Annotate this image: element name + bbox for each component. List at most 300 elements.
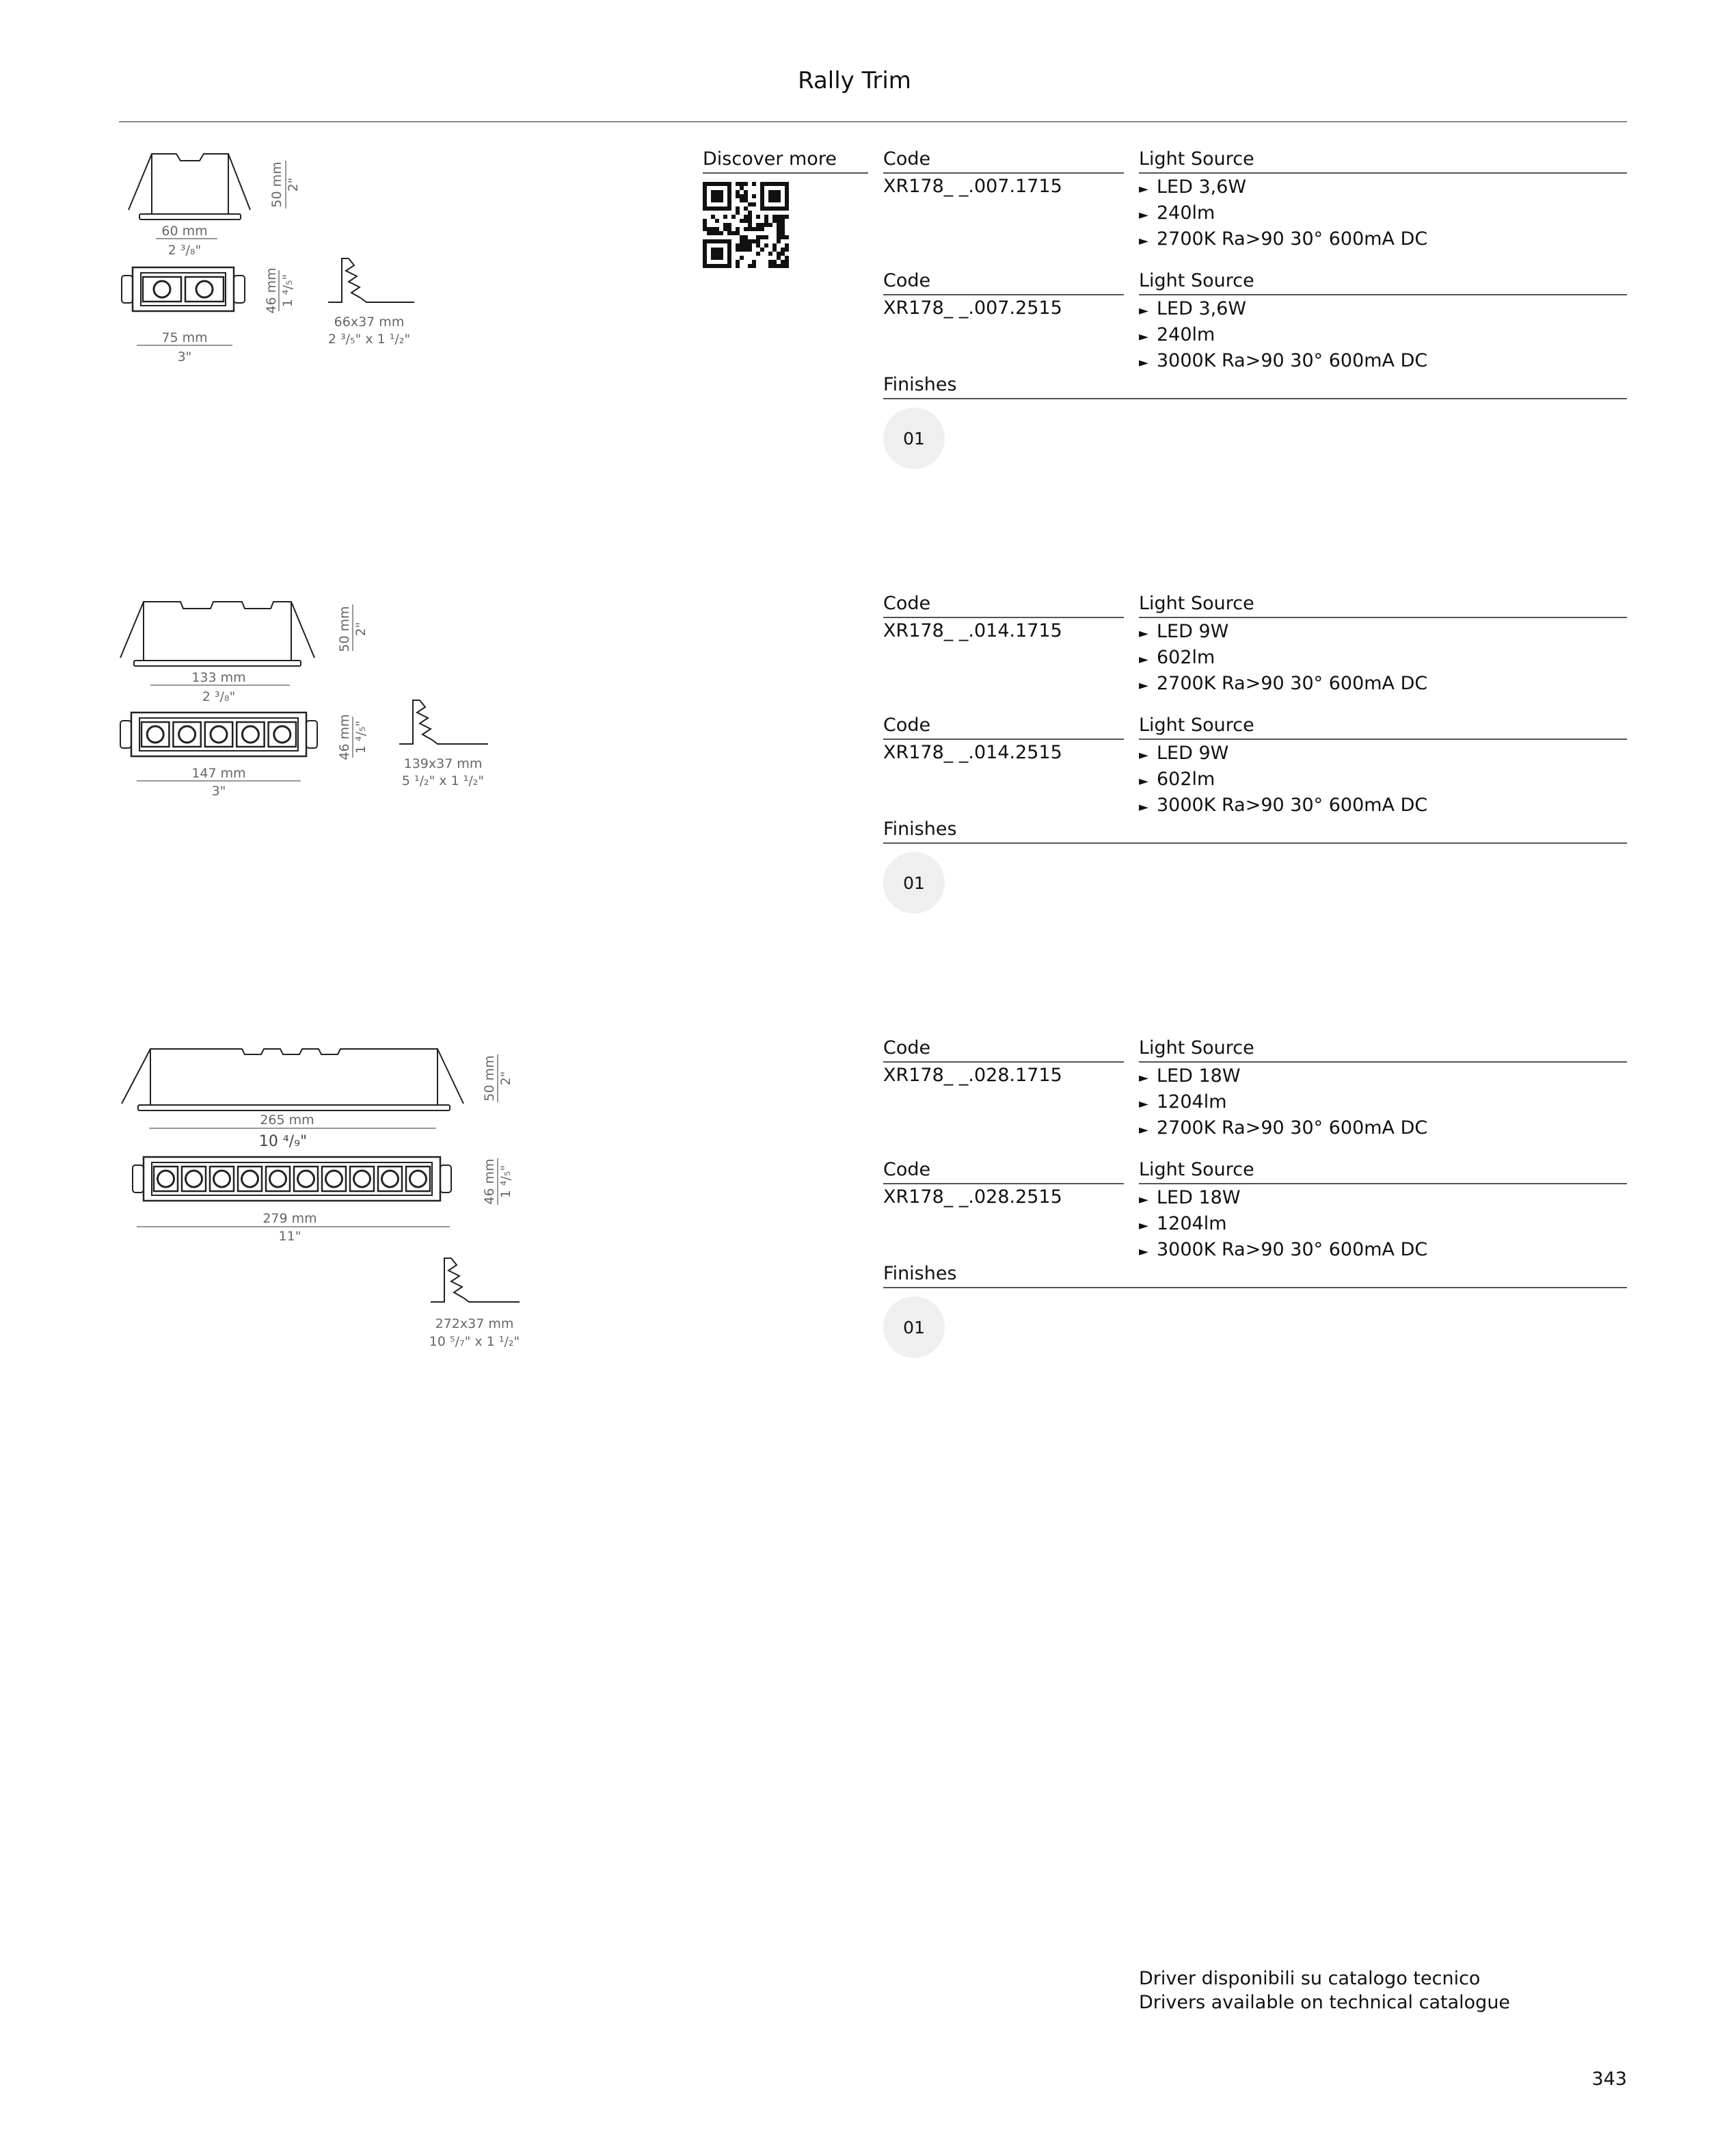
qr-module <box>772 207 777 211</box>
qr-module <box>731 231 736 235</box>
qr-module <box>756 227 760 231</box>
qr-module <box>785 256 789 260</box>
bullet-triangle-icon: ► <box>1139 208 1148 222</box>
cutout-mm: 272x37 mm <box>435 1316 514 1331</box>
qr-module <box>764 235 768 239</box>
qr-module <box>703 190 707 194</box>
code-header: Code <box>883 592 1124 618</box>
qr-module <box>727 202 731 207</box>
qr-module <box>785 190 789 194</box>
finishes-header: Finishes <box>883 373 1627 399</box>
qr-module <box>760 202 764 207</box>
qr-module <box>711 231 715 235</box>
front-width-in: 3" <box>177 349 192 364</box>
top-width-in: 10 ⁴/₉" <box>258 1133 308 1150</box>
qr-module <box>760 235 764 239</box>
discover-more-header: Discover more <box>703 148 868 174</box>
qr-module <box>785 264 789 268</box>
light-source-header: Light Source <box>1139 1037 1627 1063</box>
light-spec: ► 2700K Ra>90 30° 600mA DC <box>1139 1116 1427 1142</box>
qr-module <box>731 215 736 219</box>
qr-module <box>748 243 752 248</box>
qr-module <box>736 211 740 215</box>
qr-module <box>756 215 760 219</box>
qr-module <box>777 231 781 235</box>
bullet-triangle-icon: ► <box>1139 748 1148 762</box>
bullet-triangle-icon: ► <box>1139 234 1148 248</box>
qr-module <box>772 198 777 202</box>
qr-module <box>703 194 707 198</box>
qr-module <box>715 252 719 256</box>
bullet-triangle-icon: ► <box>1139 774 1148 788</box>
qr-module <box>727 252 731 256</box>
code-header: Code <box>883 269 1124 295</box>
qr-module <box>707 231 711 235</box>
product-3-side-view <box>116 1041 540 1157</box>
light-spec: ► 3000K Ra>90 30° 600mA DC <box>1139 349 1427 375</box>
qr-module <box>760 186 764 190</box>
qr-module <box>703 219 707 223</box>
qr-module <box>764 223 768 227</box>
qr-code[interactable] <box>703 182 789 268</box>
finish-swatch[interactable]: 01 <box>883 852 945 914</box>
qr-module <box>768 194 772 198</box>
qr-module <box>715 198 719 202</box>
qr-module <box>715 264 719 268</box>
qr-module <box>781 207 785 211</box>
qr-module <box>785 198 789 202</box>
bullet-triangle-icon: ► <box>1139 1071 1148 1085</box>
front-width-in: 11" <box>278 1229 301 1244</box>
bullet-triangle-icon: ► <box>1139 1097 1148 1111</box>
bullet-triangle-icon: ► <box>1139 1123 1148 1137</box>
qr-module <box>736 194 740 198</box>
led-lens <box>242 726 258 743</box>
qr-module <box>752 227 756 231</box>
qr-module <box>703 227 707 231</box>
height-in: 2" <box>286 177 301 192</box>
qr-module <box>777 227 781 231</box>
cutout-in: 10 ⁵/₇" x 1 ¹/₂" <box>429 1334 520 1349</box>
led-lens <box>270 1171 286 1187</box>
qr-module <box>777 190 781 194</box>
qr-module <box>723 215 727 219</box>
qr-module <box>777 207 781 211</box>
qr-module <box>781 235 785 239</box>
qr-module <box>703 260 707 264</box>
qr-module <box>727 182 731 186</box>
depth-in: 1 ⁴/₅" <box>353 720 368 754</box>
qr-module <box>711 198 715 202</box>
product-1-front-view <box>116 263 321 366</box>
product-code: XR178_ _.028.2515 <box>883 1186 1062 1208</box>
qr-module <box>703 239 707 243</box>
qr-module <box>744 243 748 248</box>
qr-module <box>727 186 731 190</box>
qr-module <box>764 207 768 211</box>
product-2-cutout <box>396 695 520 797</box>
qr-module <box>736 182 740 186</box>
qr-module <box>781 248 785 252</box>
qr-module <box>736 227 740 231</box>
qr-module <box>744 190 748 194</box>
qr-module <box>703 198 707 202</box>
led-lens <box>196 281 213 297</box>
bullet-triangle-icon: ► <box>1139 1219 1148 1233</box>
qr-module <box>777 215 781 219</box>
qr-module <box>723 207 727 211</box>
light-source-header: Light Source <box>1139 148 1627 174</box>
qr-module <box>711 207 715 211</box>
led-lens <box>186 1171 202 1187</box>
qr-module <box>715 190 719 194</box>
qr-module <box>703 252 707 256</box>
qr-module <box>756 243 760 248</box>
qr-module <box>777 182 781 186</box>
light-source-list <box>1139 1186 1427 1264</box>
led-lens <box>298 1171 314 1187</box>
qr-module <box>740 235 744 239</box>
bullet-triangle-icon: ► <box>1139 678 1148 693</box>
qr-module <box>703 182 707 186</box>
qr-module <box>748 215 752 219</box>
qr-module <box>727 198 731 202</box>
qr-module <box>719 239 723 243</box>
qr-module <box>760 227 764 231</box>
led-lens <box>382 1171 399 1187</box>
qr-module <box>748 227 752 231</box>
product-1-side-view <box>116 147 335 263</box>
qr-module <box>736 260 740 264</box>
product-code: XR178_ _.007.2515 <box>883 297 1062 319</box>
qr-module <box>740 256 744 260</box>
qr-module <box>777 223 781 227</box>
qr-module <box>715 194 719 198</box>
code-header: Code <box>883 148 1124 174</box>
bullet-triangle-icon: ► <box>1139 356 1148 370</box>
qr-module <box>752 239 756 243</box>
light-source-header: Light Source <box>1139 1158 1627 1184</box>
qr-module <box>785 235 789 239</box>
qr-module <box>740 243 744 248</box>
qr-module <box>768 264 772 268</box>
qr-module <box>760 223 764 227</box>
qr-module <box>727 231 731 235</box>
qr-module <box>723 239 727 243</box>
qr-module <box>703 264 707 268</box>
code-header: Code <box>883 1037 1124 1063</box>
qr-module <box>715 231 719 235</box>
drivers-note-it: Driver disponibili su catalogo tecnico <box>1139 1968 1481 1989</box>
qr-module <box>723 227 727 231</box>
led-cells <box>142 722 296 747</box>
depth-mm: 46 mm <box>482 1158 497 1205</box>
product-3-cutout <box>427 1253 550 1362</box>
qr-module <box>752 260 756 264</box>
top-width-in: 2 ³/₈" <box>167 243 202 258</box>
bullet-triangle-icon: ► <box>1139 626 1148 641</box>
led-lens <box>242 1171 258 1187</box>
qr-module <box>736 231 740 235</box>
qr-module <box>715 207 719 211</box>
drivers-note <box>1139 1967 1510 2014</box>
light-source-header: Light Source <box>1139 714 1627 740</box>
light-source-header: Light Source <box>1139 592 1627 618</box>
lumen-output: ► 602lm <box>1139 646 1427 671</box>
code-header: Code <box>883 1158 1124 1184</box>
qr-module <box>777 235 781 239</box>
qr-module <box>707 207 711 211</box>
qr-module <box>760 207 764 211</box>
qr-module <box>703 202 707 207</box>
qr-module <box>781 227 785 231</box>
qr-module <box>785 215 789 219</box>
qr-module <box>740 219 744 223</box>
qr-module <box>740 186 744 190</box>
height-mm: 50 mm <box>269 161 284 208</box>
qr-module <box>744 219 748 223</box>
qr-module <box>764 215 768 219</box>
qr-module <box>740 198 744 202</box>
lumen-output: ► 602lm <box>1139 767 1427 793</box>
qr-module <box>781 260 785 264</box>
qr-module <box>760 190 764 194</box>
top-width-mm: 133 mm <box>191 670 246 685</box>
light-spec: ► 3000K Ra>90 30° 600mA DC <box>1139 1238 1427 1264</box>
light-source-list <box>1139 1064 1427 1142</box>
bullet-triangle-icon: ► <box>1139 330 1148 344</box>
light-source-list <box>1139 620 1427 697</box>
finishes-header: Finishes <box>883 1262 1627 1288</box>
qr-module <box>777 194 781 198</box>
led-lens <box>354 1171 371 1187</box>
qr-module <box>768 207 772 211</box>
qr-module <box>748 248 752 252</box>
qr-module <box>703 243 707 248</box>
bullet-triangle-icon: ► <box>1139 304 1148 318</box>
qr-module <box>707 239 711 243</box>
led-lens <box>158 1171 174 1187</box>
qr-module <box>715 227 719 231</box>
led-power: ► LED 3,6W <box>1139 297 1427 323</box>
led-lens <box>211 726 227 743</box>
qr-module <box>772 190 777 194</box>
top-width-mm: 265 mm <box>260 1113 314 1128</box>
qr-module <box>756 252 760 256</box>
qr-module <box>707 182 711 186</box>
qr-module <box>781 182 785 186</box>
qr-module <box>785 243 789 248</box>
qr-module <box>711 182 715 186</box>
qr-module <box>719 194 723 198</box>
qr-module <box>781 223 785 227</box>
front-width-in: 3" <box>211 784 226 799</box>
qr-module <box>727 190 731 194</box>
led-lens <box>147 726 163 743</box>
qr-module <box>703 223 707 227</box>
qr-module <box>752 202 756 207</box>
qr-module <box>727 194 731 198</box>
page-title: Rally Trim <box>798 67 911 94</box>
qr-module <box>777 198 781 202</box>
light-source-list <box>1139 741 1427 819</box>
qr-module <box>736 264 740 268</box>
header-divider <box>119 121 1627 122</box>
led-lens <box>214 1171 230 1187</box>
qr-module <box>727 243 731 248</box>
qr-module <box>756 223 760 227</box>
product-1-cutout <box>321 253 438 356</box>
qr-module <box>748 264 752 268</box>
bullet-triangle-icon: ► <box>1139 182 1148 196</box>
led-lens <box>410 1171 427 1187</box>
qr-module <box>772 194 777 198</box>
lumen-output: ► 1204lm <box>1139 1212 1427 1238</box>
qr-module <box>752 194 756 198</box>
qr-module <box>768 252 772 256</box>
qr-module <box>781 219 785 223</box>
height-mm: 50 mm <box>482 1055 497 1102</box>
qr-module <box>768 260 772 264</box>
qr-module <box>777 264 781 268</box>
qr-module <box>785 260 789 264</box>
led-power: ► LED 3,6W <box>1139 175 1427 201</box>
product-2-front-view <box>116 708 390 811</box>
qr-module <box>715 219 719 223</box>
light-source-list <box>1139 297 1427 375</box>
qr-module <box>748 239 752 243</box>
qr-module <box>727 223 731 227</box>
bullet-triangle-icon: ► <box>1139 1245 1148 1259</box>
led-power: ► LED 18W <box>1139 1064 1427 1090</box>
qr-module <box>744 194 748 198</box>
qr-module <box>748 211 752 215</box>
qr-module <box>727 248 731 252</box>
qr-module <box>785 248 789 252</box>
front-width-mm: 279 mm <box>263 1211 317 1226</box>
product-code: XR178_ _.014.2515 <box>883 742 1062 763</box>
qr-module <box>744 239 748 243</box>
qr-module <box>715 239 719 243</box>
height-in: 2" <box>498 1071 513 1086</box>
qr-module <box>760 198 764 202</box>
qr-module <box>711 256 715 260</box>
product-code: XR178_ _.028.1715 <box>883 1065 1062 1086</box>
qr-module <box>764 182 768 186</box>
qr-module <box>777 256 781 260</box>
qr-module <box>772 243 777 248</box>
qr-module <box>777 219 781 223</box>
qr-module <box>723 223 727 227</box>
led-power: ► LED 18W <box>1139 1186 1427 1212</box>
depth-in: 1 ⁴/₅" <box>498 1164 513 1199</box>
qr-module <box>768 198 772 202</box>
bullet-triangle-icon: ► <box>1139 800 1148 814</box>
qr-module <box>727 260 731 264</box>
top-width-mm: 60 mm <box>161 224 208 239</box>
lumen-output: ► 240lm <box>1139 323 1427 349</box>
qr-module <box>748 223 752 227</box>
qr-module <box>719 231 723 235</box>
qr-module <box>707 227 711 231</box>
qr-module <box>777 252 781 256</box>
depth-mm: 46 mm <box>337 714 352 760</box>
qr-module <box>772 248 777 252</box>
qr-module <box>785 207 789 211</box>
qr-module <box>715 248 719 252</box>
qr-module <box>756 235 760 239</box>
top-width-in: 2 ³/₈" <box>202 689 236 704</box>
qr-module <box>772 182 777 186</box>
qr-module <box>727 264 731 268</box>
qr-module <box>703 256 707 260</box>
height-mm: 50 mm <box>337 606 352 652</box>
qr-module <box>711 194 715 198</box>
light-spec: ► 2700K Ra>90 30° 600mA DC <box>1139 671 1427 697</box>
qr-module <box>772 264 777 268</box>
front-width-mm: 147 mm <box>191 766 246 781</box>
qr-module <box>719 207 723 211</box>
qr-module <box>711 239 715 243</box>
light-spec: ► 3000K Ra>90 30° 600mA DC <box>1139 793 1427 819</box>
qr-module <box>736 243 740 248</box>
qr-module <box>736 207 740 211</box>
led-power: ► LED 9W <box>1139 620 1427 646</box>
qr-module <box>744 198 748 202</box>
qr-module <box>719 182 723 186</box>
bullet-triangle-icon: ► <box>1139 652 1148 667</box>
qr-module <box>772 215 777 219</box>
finish-swatch[interactable]: 01 <box>883 1296 945 1358</box>
qr-module <box>727 227 731 231</box>
qr-module <box>711 215 715 219</box>
qr-module <box>772 260 777 264</box>
product-code: XR178_ _.014.1715 <box>883 620 1062 641</box>
qr-module <box>703 207 707 211</box>
qr-module <box>719 248 723 252</box>
qr-module <box>752 182 756 186</box>
led-lens <box>154 281 170 297</box>
qr-module <box>711 264 715 268</box>
code-header: Code <box>883 714 1124 740</box>
qr-module <box>768 190 772 194</box>
qr-module <box>748 219 752 223</box>
finish-swatch[interactable]: 01 <box>883 408 945 469</box>
qr-module <box>727 256 731 260</box>
depth-in: 1 ⁴/₅" <box>280 274 295 308</box>
qr-module <box>736 190 740 194</box>
qr-module <box>760 194 764 198</box>
qr-module <box>715 182 719 186</box>
product-3-front-view <box>116 1153 540 1255</box>
bullet-triangle-icon: ► <box>1139 1193 1148 1207</box>
qr-module <box>785 194 789 198</box>
product-code: XR178_ _.007.1715 <box>883 176 1062 197</box>
qr-module <box>748 202 752 207</box>
qr-module <box>727 239 731 243</box>
finishes-header: Finishes <box>883 818 1627 844</box>
cutout-mm: 66x37 mm <box>334 315 405 330</box>
light-source-header: Light Source <box>1139 269 1627 295</box>
qr-module <box>752 264 756 268</box>
qr-module <box>781 252 785 256</box>
qr-module <box>703 248 707 252</box>
qr-module <box>719 264 723 268</box>
qr-module <box>719 190 723 194</box>
lumen-output: ► 240lm <box>1139 201 1427 227</box>
light-spec: ► 2700K Ra>90 30° 600mA DC <box>1139 227 1427 253</box>
qr-module <box>760 248 764 252</box>
